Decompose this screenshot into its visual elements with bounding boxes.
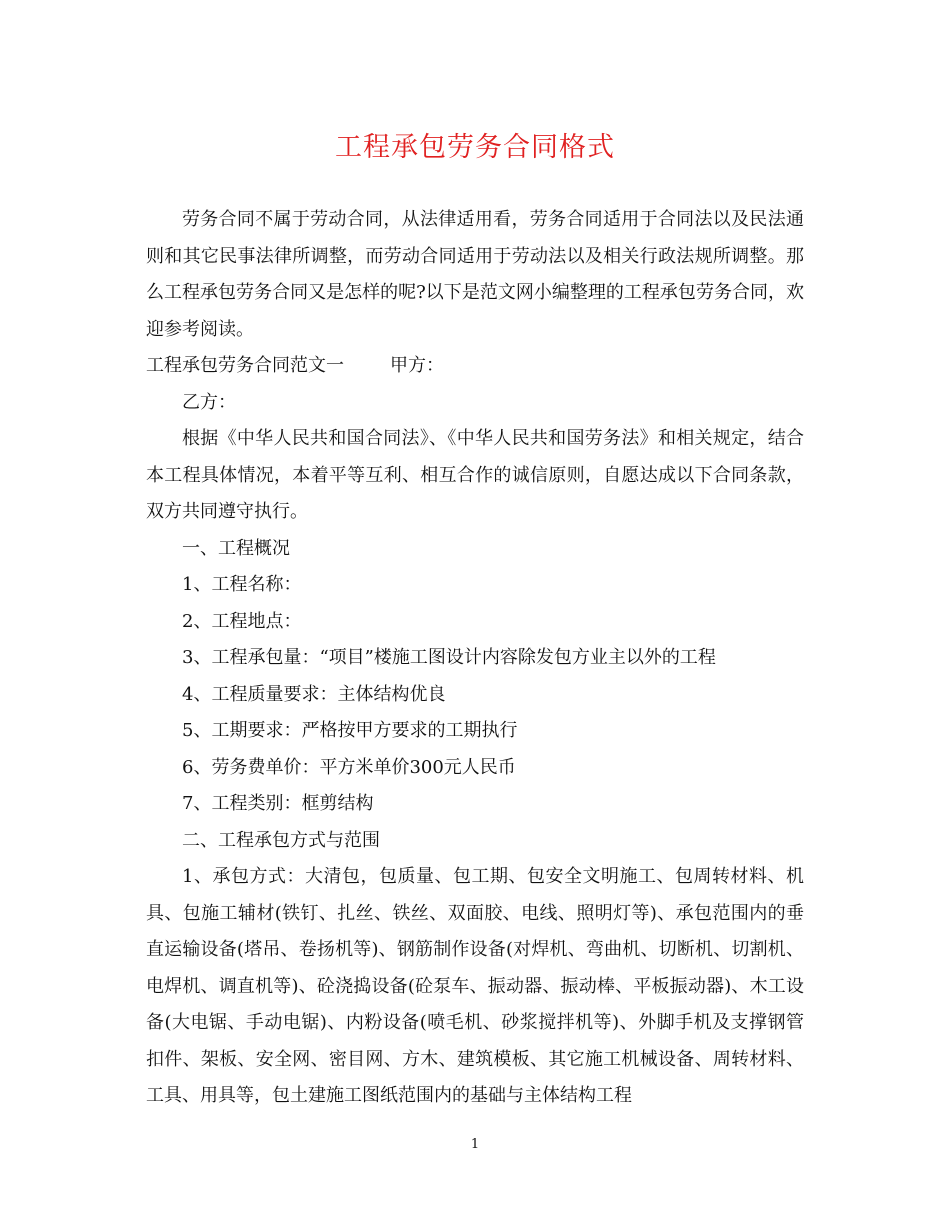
section2-item-contract-method: 1、承包方式：大清包，包质量、包工期、包安全文明施工、包周转材料、机具、包施工辅材(铁钉、扎丝、铁丝、双面胶、电线、照明灯等)、承包范围内的垂直运输设备(塔吊、卷扬机等)、钢筋制作设备(对焊机、弯曲机、切断机、切割机、电焊机、调直机等)、砼浇捣设备(砼泵车、振动器、振动棒、平板振动器)、木工设备(大电锯、手动电锯)、内粉设备(喷毛机、砂浆搅拌机等)、外脚手机及支撑钢管扣件、架板、安全网、密目网、方木、建筑模板、其它施工机械设备、周转材料、工具、用具等，包土建施工图纸范围内的基础与主体结构工程: [146, 866, 804, 1106]
section1-item-price: 6、劳务费单价：平方米单价300元人民币: [182, 756, 516, 778]
preamble-paragraph: 根据《中华人民共和国合同法》、《中华人民共和国劳务法》和相关规定，结合本工程具体情况，本着平等互利、相互合作的诚信原则，自愿达成以下合同条款，双方共同遵守执行。: [146, 428, 804, 522]
section1-item-schedule: 5、工期要求：严格按甲方要求的工期执行: [182, 720, 518, 741]
section1-heading: 一、工程概况: [182, 537, 290, 559]
party-a-label: 甲方：: [390, 355, 444, 376]
spacer: [344, 348, 390, 385]
section2-heading: 二、工程承包方式与范围: [182, 829, 380, 851]
sample-heading-line: [146, 348, 804, 385]
sample-heading: 工程承包劳务合同范文一: [146, 355, 344, 376]
section1-item-location: 2、工程地点：: [182, 610, 302, 632]
page-number: 1: [470, 1137, 480, 1152]
document-body: [146, 202, 804, 1115]
party-b-label: 乙方：: [182, 391, 236, 413]
document-title: 工程承包劳务合同格式: [335, 132, 615, 163]
section1-item-type: 7、工程类别：框剪结构: [182, 793, 374, 814]
section1-item-scope: 3、工程承包量：“项目”楼施工图设计内容除发包方业主以外的工程: [182, 647, 716, 668]
section1-item-quality: 4、工程质量要求：主体结构优良: [182, 683, 446, 705]
section1-item-name: 1、工程名称：: [182, 574, 302, 595]
intro-paragraph: 劳务合同不属于劳动合同，从法律适用看，劳务合同适用于合同法以及民法通则和其它民事法律所调整，而劳动合同适用于劳动法以及相关行政法规所调整。那么工程承包劳务合同又是怎样的呢?以下是范文网小编整理的工程承包劳务合同，欢迎参考阅读。: [146, 209, 804, 340]
